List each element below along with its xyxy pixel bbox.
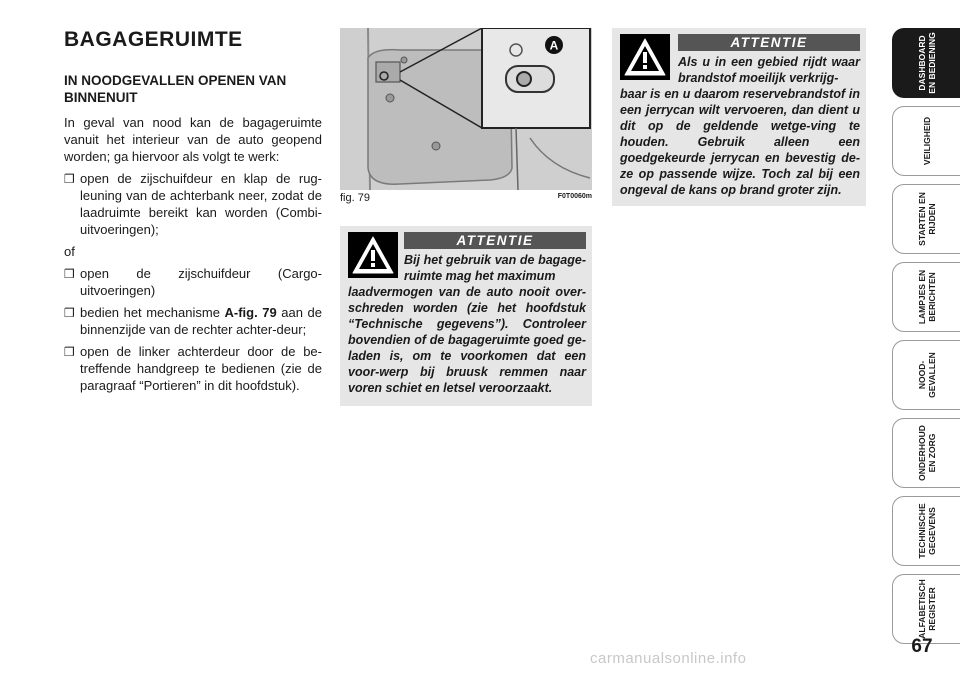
tab-index[interactable]: ALFABETISCH REGISTER — [892, 574, 960, 644]
section-heading: IN NOODGEVALLEN OPENEN VAN BINNENUIT — [64, 73, 287, 105]
watermark: carmanualsonline.info — [590, 650, 747, 667]
callout-a: A — [549, 38, 559, 53]
figure-caption: fig. 79 F0T0060m — [340, 192, 592, 204]
checkbox-bullet-icon: ❒ — [64, 306, 75, 320]
list-item: ❒ open de zijschuifdeur (Cargo-uitvoeringen) — [64, 266, 322, 298]
checkbox-bullet-icon: ❒ — [64, 267, 75, 281]
tab-technical-data[interactable]: TECHNISCHE GEGEVENS — [892, 496, 960, 566]
main-column — [64, 28, 322, 399]
intro-paragraph: In geval van nood kan de bagageruimte vanuit het interieur van de auto geopend worden; ga hiervoor als volgt te werk: — [64, 115, 322, 164]
list-item: ❒ open de zijschuifdeur en klap de rug-leuning van de achterbank neer, zodat de laadruimte bereikt kan worden (Combi-uitvoeringen); — [64, 171, 322, 237]
tab-starting-driving[interactable]: STARTEN EN RIJDEN — [892, 184, 960, 254]
figure-code: F0T0060m — [557, 193, 592, 200]
page-number: 67 — [911, 636, 933, 657]
warning-label: ATTENTIE — [678, 34, 860, 51]
door-interior-illustration — [340, 28, 592, 190]
checkbox-bullet-icon: ❒ — [64, 345, 75, 359]
warning-triangle-icon — [620, 34, 670, 80]
door-mechanism-figure — [340, 28, 592, 190]
tab-emergencies[interactable]: NOOD- GEVALLEN — [892, 340, 960, 410]
tab-safety[interactable]: VEILIGHEID — [892, 106, 960, 176]
list-item: ❒ bedien het mechanisme A-fig. 79 aan de binnenzijde van de rechter achter-deur; — [64, 305, 322, 337]
warning-label: ATTENTIE — [404, 232, 586, 249]
page-title: BAGAGERUIMTE — [64, 28, 243, 51]
tab-maintenance[interactable]: ONDERHOUD EN ZORG — [892, 418, 960, 488]
checkbox-bullet-icon: ❒ — [64, 172, 75, 186]
warning-text: Als u in een gebied rijdt waar brandstof moeilijk verkrijg- — [678, 55, 860, 85]
chapter-tabs — [892, 28, 960, 652]
warning-text: Bij het gebruik van de bagage-ruimte mag het maximum — [404, 253, 586, 283]
warning-text: baar is en u daarom reservebrandstof in een jerrycan wilt vervoeren, dan dient u dit op de geldende wetge-ving te houden. Gebruik alleen een goedgekeurde jerrycan en bevestig de-ze op passende wijze. Toch zal bij een ongeval de kans op brand groter zijn. — [620, 87, 860, 197]
figure-reference: A-fig. 79 — [224, 305, 277, 320]
warning-box-cargo — [340, 226, 592, 406]
warning-text: laadvermogen van de auto nooit over-schreden worden (zie het hoofdstuk “Technische gegevens”). Controleer bovendien of de bagageruimte goed ge-laden is, om te voorkomen dat een voor-werp bij bruusk remmen naar voren schiet en letsel veroorzaakt. — [348, 285, 586, 395]
list-item: ❒ open de linker achterdeur door de be-treffende handgreep te bedienen (zie de paragraaf “Portieren” in dit hoofdstuk). — [64, 344, 322, 393]
warning-triangle-icon — [348, 232, 398, 278]
warning-box-fuel — [612, 28, 866, 206]
tab-warning-lights[interactable]: LAMPJES EN BERICHTEN — [892, 262, 960, 332]
or-text: of — [64, 244, 75, 259]
tab-dashboard[interactable]: DASHBOARD EN BEDIENING — [892, 28, 960, 98]
